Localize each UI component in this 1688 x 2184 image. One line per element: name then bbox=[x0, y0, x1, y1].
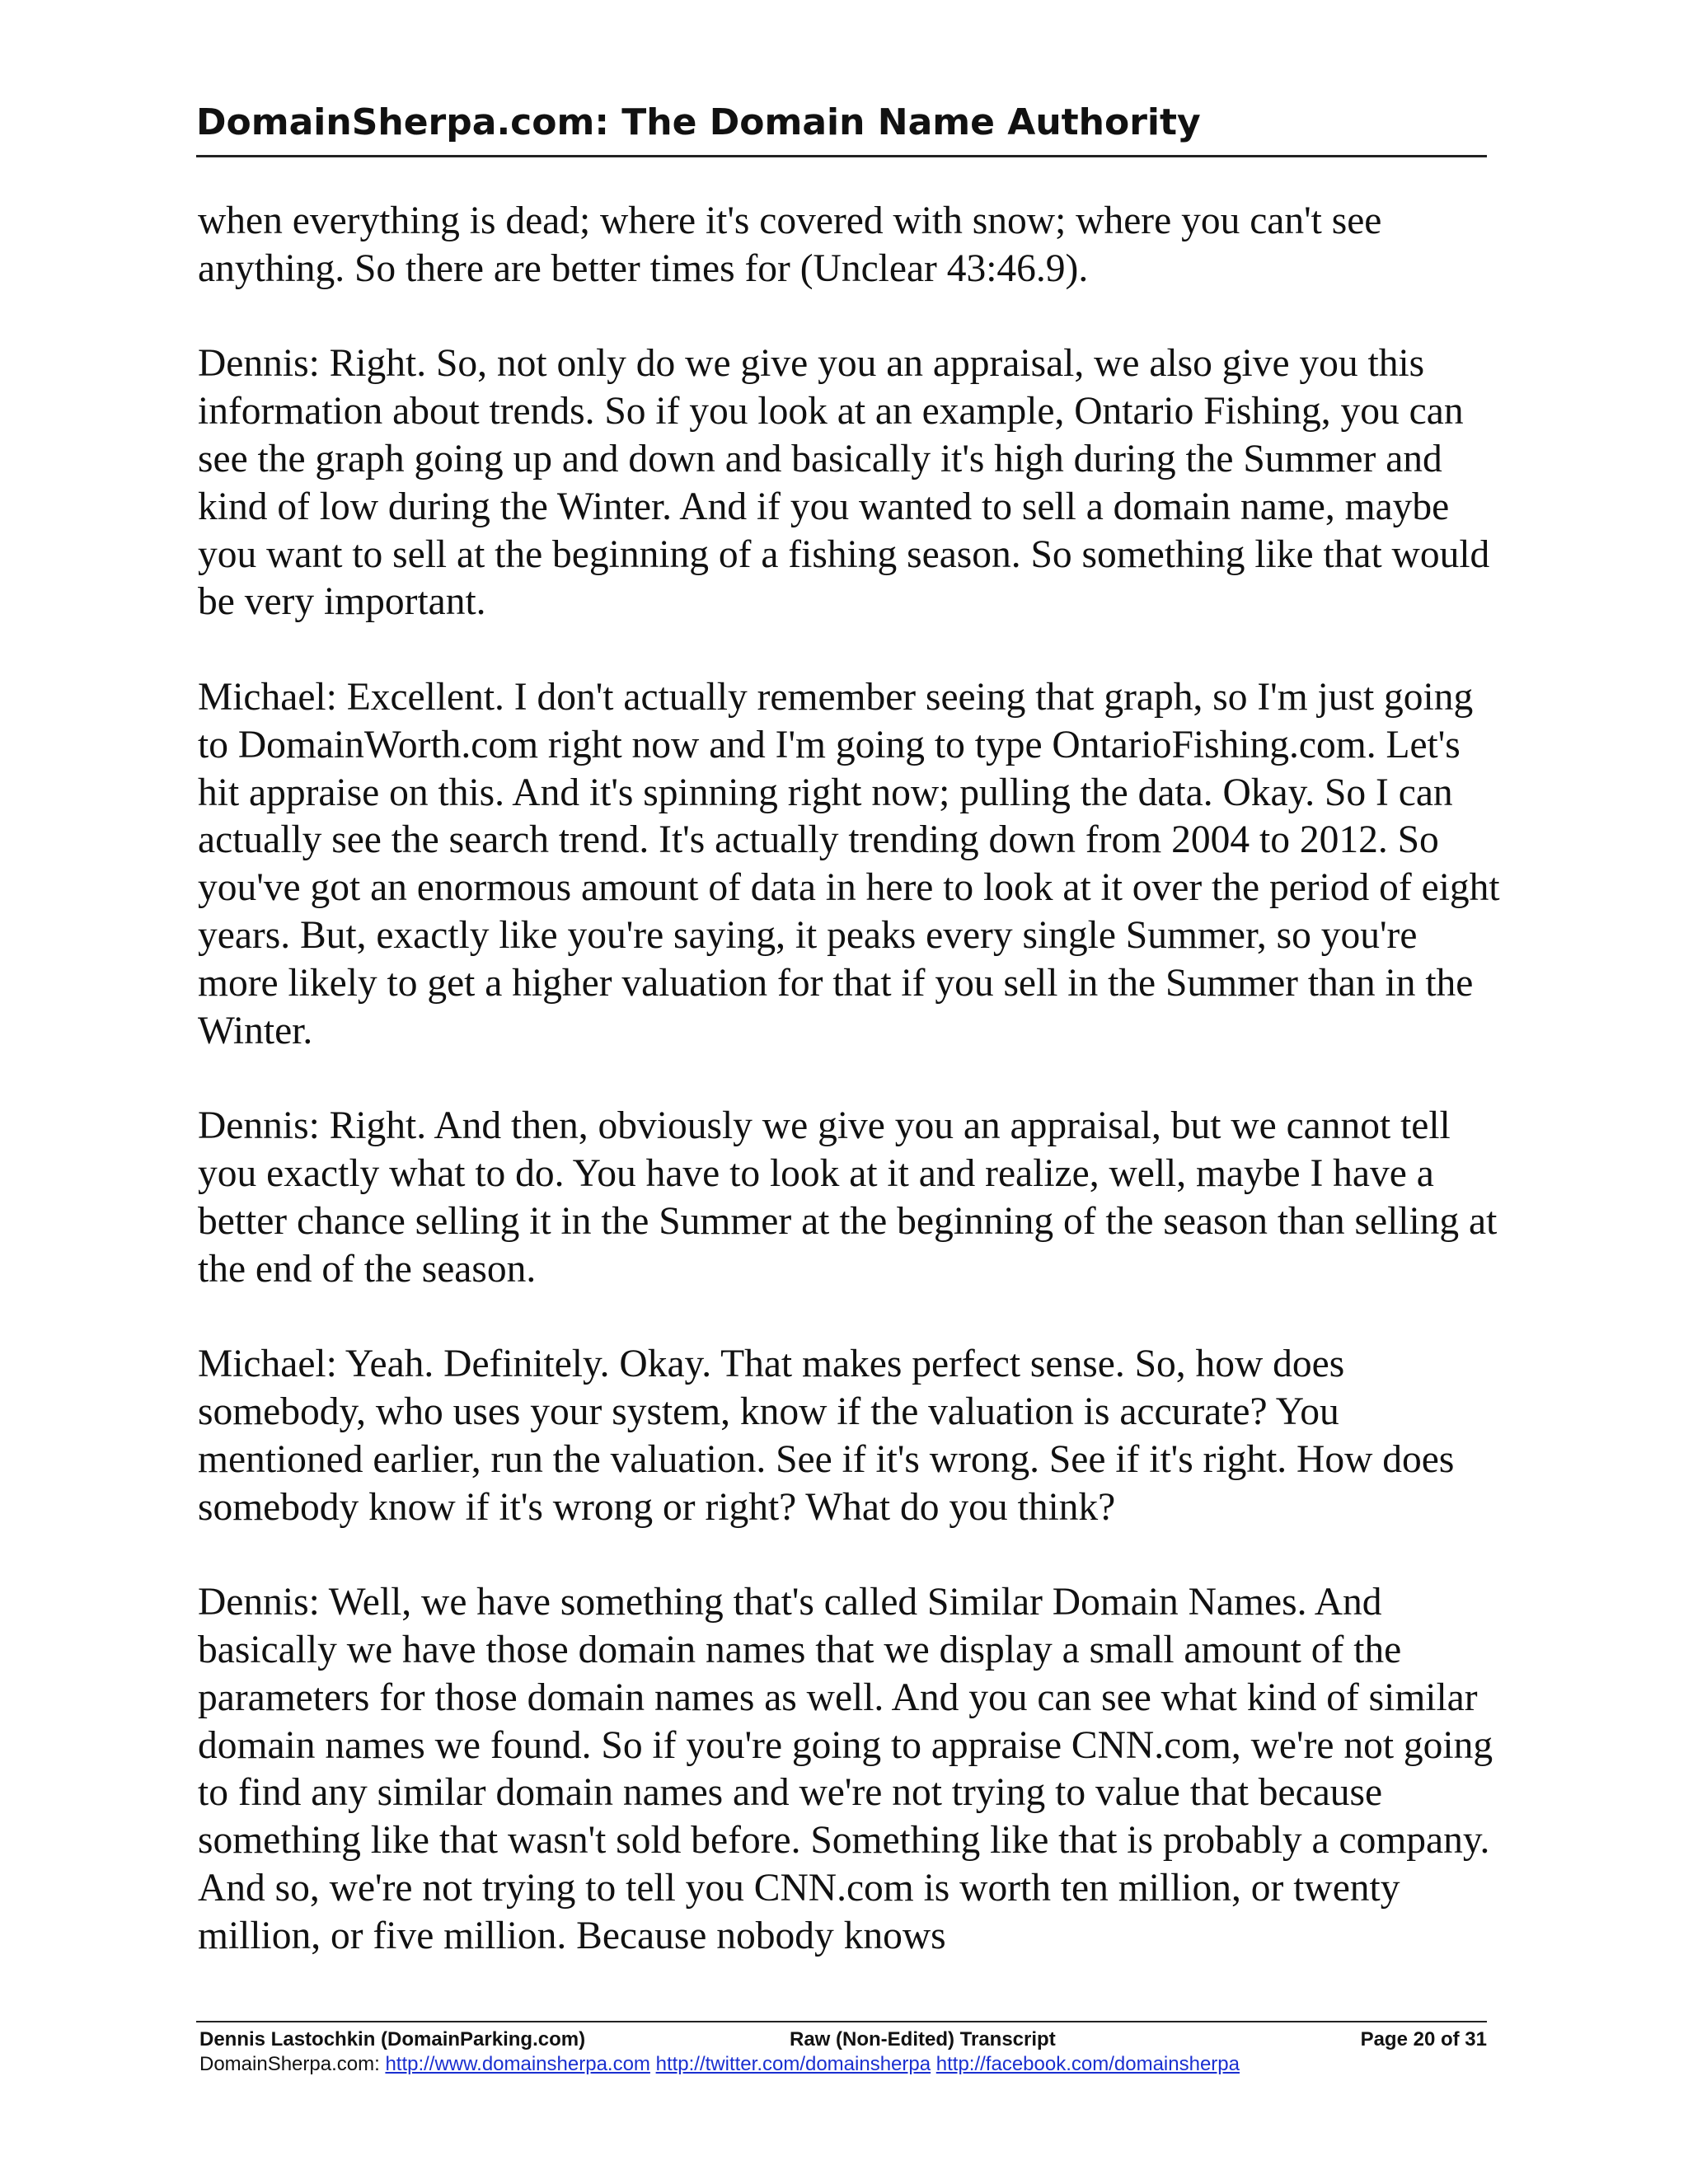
footer-transcript-type: Raw (Non-Edited) Transcript bbox=[790, 2028, 1056, 2050]
paragraph: Michael: Excellent. I don't actually remember seeing that graph, so I'm just going to DomainWorth.com right now and I'm going to type OntarioFishing.com. Let's hit appraise on this. And it's spinning right now; pulling the data. Okay. So I can actually see the search trend. It's actually trending down from 2004 to 2012. So you've got an enormous amount of data in here to look at it over the period of eight years. But, exactly like you're saying, it peaks every single Summer, so you're more likely to get a higher valuation for that if you sell in the Summer than in the Winter. bbox=[198, 675, 1500, 1052]
footer-link-website[interactable]: http://www.domainsherpa.com bbox=[385, 2053, 650, 2075]
paragraph: when everything is dead; where it's covered with snow; where you can't see anything. So there are better times for (Unclear 43:46.9). bbox=[198, 199, 1382, 290]
paragraph: Dennis: Well, we have something that's called Similar Domain Names. And basically we have those domain names that we display a small amount of the parameters for those domain names as well. And you can see what kind of similar domain names we found. So if you're going to appraise CNN.com, we're not going to find any similar domain names and we're not trying to value that because something like that wasn't sold before. Something like that is probably a company. And so, we're not trying to tell you CNN.com is worth ten million, or twenty million, or five million. Because nobody knows bbox=[198, 1581, 1493, 1957]
page-header bbox=[196, 97, 1487, 148]
transcript-body bbox=[198, 198, 1500, 2008]
footer-guest-name: Dennis Lastochkin (DomainParking.com) bbox=[199, 2028, 586, 2050]
footer-info-row bbox=[196, 2027, 1487, 2052]
footer-links-row bbox=[199, 2052, 1487, 2077]
footer-link-facebook[interactable]: http://facebook.com/domainsherpa bbox=[935, 2053, 1240, 2075]
footer-page-number: Page 20 of 31 bbox=[1360, 2028, 1487, 2050]
paragraph: Dennis: Right. So, not only do we give you an appraisal, we also give you this information about trends. So if you look at an example, Ontario Fishing, you can see the graph going up and down and basically it's high during the Summer and kind of low during the Winter. And if you wanted to sell a domain name, maybe you want to sell at the beginning of a fishing season. So something like that would be very important. bbox=[198, 342, 1490, 624]
footer-link-twitter[interactable]: http://twitter.com/domainsherpa bbox=[655, 2053, 931, 2075]
footer-site-prefix: DomainSherpa.com: bbox=[199, 2053, 386, 2075]
header-divider bbox=[196, 155, 1487, 157]
paragraph: Dennis: Right. And then, obviously we give you an appraisal, but we cannot tell you exactly what to do. You have to look at it and realize, well, maybe I have a better chance selling it in the Summer at the beginning of the season than selling at the end of the season. bbox=[198, 1104, 1498, 1291]
paragraph: Michael: Yeah. Definitely. Okay. That makes perfect sense. So, how does somebody, who uses your system, know if the valuation is accurate? You mentioned earlier, run the valuation. See if it's wrong. See if it's right. How does somebody know if it's wrong or right? What do you think? bbox=[198, 1343, 1455, 1529]
footer-divider bbox=[196, 2021, 1487, 2022]
header-title: DomainSherpa.com: The Domain Name Authority bbox=[196, 101, 1201, 143]
page-footer bbox=[196, 2021, 1487, 2077]
